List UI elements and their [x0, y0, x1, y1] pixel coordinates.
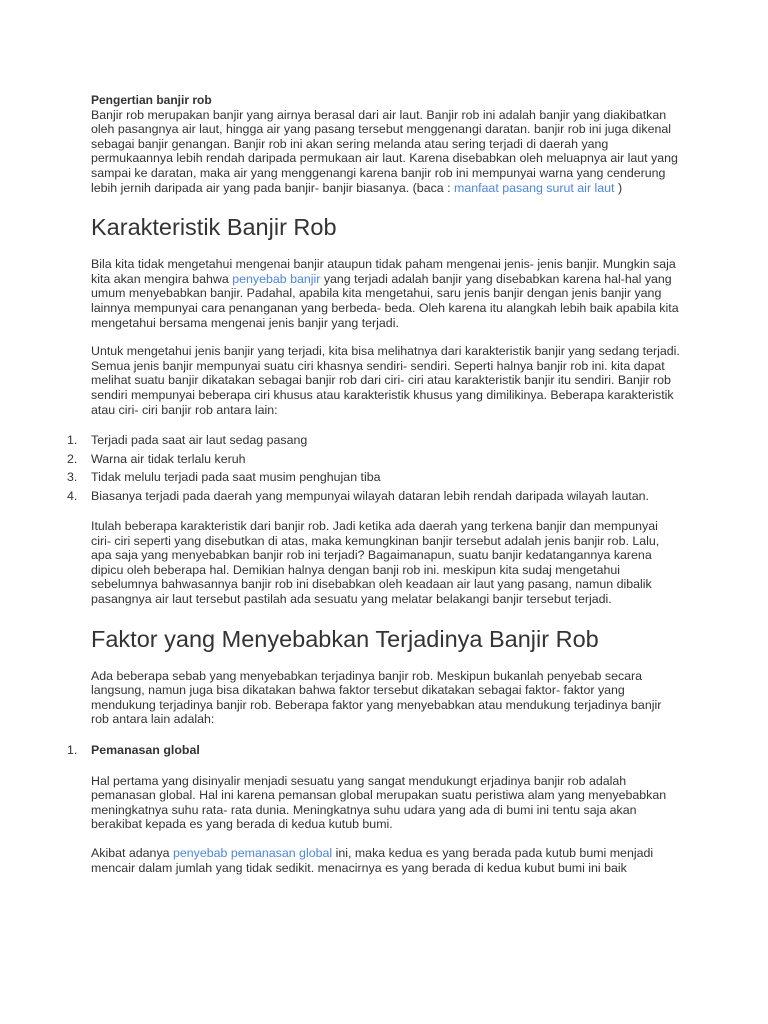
section1-paragraph-2: Untuk mengetahui jenis banjir yang terjadi, kita bisa melihatnya dari karakteristik banjir yang sedang terjadi. Semua jenis banjir mempunyai suatu ciri khasnya sendiri- sendiri. Seperti halnya banjir rob ini. kita dapat melihat suatu banjir dikatakan sebagai banjir rob dari ciri- ciri atau karakteristik banjir itu sendiri. Banjir rob sendiri mempunyai beberapa ciri khusus atau karakteristik khusus yang dimilikinya. Beberapa karakteristik atau ciri- ciri banjir rob antara lain: [91, 344, 680, 417]
faktor-list [67, 741, 681, 760]
list-item-text: Tidak melulu terjadi pada saat musim penghujan tiba [91, 470, 381, 485]
list-item-label: Pemanasan global [91, 743, 200, 758]
document-page [67, 93, 681, 889]
list-item-number: 1. [67, 743, 78, 758]
section2-paragraph-3 [91, 846, 681, 875]
section1-p1-after: yang terjadi adalah banjir yang disebabkan karena hal-hal yang umum menyebabkan banjir. Padahal, apabila kita mengetahui, saru jenis banjir dengan jenis banjir yang lainnya mempunyai cara penanganan yang berbeda- beda. Oleh karena itu alangkah lebih baik apabila kita mengetahui bersama mengenai jenis banjir yang terjadi. [91, 271, 679, 330]
list-item-number: 3. [67, 470, 78, 485]
section2-paragraph-1: Ada beberapa sebab yang menyebabkan terjadinya banjir rob. Meskipun bukanlah penyebab secara langsung, namun juga bisa dikatakan bahwa faktor tersebut dikatakan sebagai faktor- faktor yang mendukung terjadinya banjir rob. Beberapa faktor yang menyebabkan atau mendukung terjadinya banjir rob antara lain adalah: [91, 668, 662, 727]
section1-p1-before: Bila kita tidak mengetahui mengenai banjir ataupun tidak paham mengenai jenis- jenis banjir. Mungkin saja kita akan mengira bahwa [91, 257, 676, 286]
list-item-text: Terjadi pada saat air laut sedag pasang [91, 433, 308, 448]
intro-paragraph [91, 93, 681, 195]
intro-title: Pengertian banjir rob [91, 93, 212, 107]
list-item-text: Biasanya terjadi pada daerah yang mempunyai wilayah dataran lebih rendah daripada wilayah lautan. [91, 488, 649, 503]
karakteristik-list [67, 431, 681, 505]
section1-paragraph-3: Itulah beberapa karakteristik dari banjir rob. Jadi ketika ada daerah yang terkena banjir dan mempunyai ciri- ciri seperti yang disebutkan di atas, maka kemungkinan banjir tersebut adalah jenis banjir rob. Lalu, apa saja yang menyebabkan banjir rob ini terjadi? Bagaimanapun, suatu banjir kedatangannya karena dipicu oleh beberapa hal. Demikian halnya dengan banji rob ini. meskipun kita sudaj mengetahui sebelumnya bahwasannya banjir rob ini disebabkan oleh keadaan air laut yang pasang, namun dibalik pasangnya air laut tersebut pastilah ada sesuatu yang melatar belakangi banjir tersebut terjadi. [91, 519, 660, 607]
section1-paragraph-1 [91, 257, 681, 330]
section-heading-faktor: Faktor yang Menyebabkan Terjadinya Banjir Rob [91, 625, 599, 652]
list-item [67, 431, 681, 450]
link-manfaat-pasang-surut[interactable]: manfaat pasang surut air laut [454, 180, 615, 195]
section2-paragraph-2: Hal pertama yang disinyalir menjadi sesuatu yang sangat mendukungt erjadinya banjir rob adalah pemanasan global. Hal ini karena pemansan global merupakan suatu peristiwa alam yang menyebabkan meningkatnya suhu rata- rata dunia. Meningkatnya suhu udara yang ada di bumi ini tentu saja akan berakibat kepada es yang berada di kedua kutub bumi. [91, 773, 667, 832]
intro-body: Banjir rob merupakan banjir yang airnya berasal dari air laut. Banjir rob ini adalah banjir yang diakibatkan oleh pasangnya air laut, hingga air yang pasang tersebut menggenangi daratan. banjir rob ini juga dikenal sebagai banjir genangan. Banjir rob ini akan sering melanda atau sering terjadi di daerah yang permukaannya lebih rendah daripada permukaan air laut. Karena disebabkan oleh meluapnya air laut yang sampai ke daratan, maka air yang menggenangi karena banjir rob ini mempunyai warna yang cenderung lebih jernih daripada air yang pada banjir- banjir biasanya. (baca : [91, 107, 678, 195]
link-penyebab-pemanasan-global[interactable]: penyebab pemanasan global [172, 845, 333, 860]
list-item-number: 2. [67, 451, 78, 466]
link-penyebab-banjir[interactable]: penyebab banjir [232, 271, 321, 286]
section2-p3-after: ini, maka kedua es yang berada pada kutub bumi menjadi mencair dalam jumlah yang tidak sedikit. menacirnya es yang berada di kedua kubut bumi ini baik [91, 845, 654, 875]
list-item [67, 741, 681, 760]
section2-p3-before: Akibat adanya [91, 845, 173, 860]
section-heading-karakteristik: Karakteristik Banjir Rob [91, 214, 337, 241]
list-item [67, 450, 681, 469]
list-item [67, 487, 681, 506]
intro-tail: ) [614, 180, 623, 195]
list-item-number: 1. [67, 433, 78, 448]
list-item [67, 468, 681, 487]
list-item-text: Warna air tidak terlalu keruh [91, 451, 246, 466]
list-item-number: 4. [67, 488, 78, 503]
